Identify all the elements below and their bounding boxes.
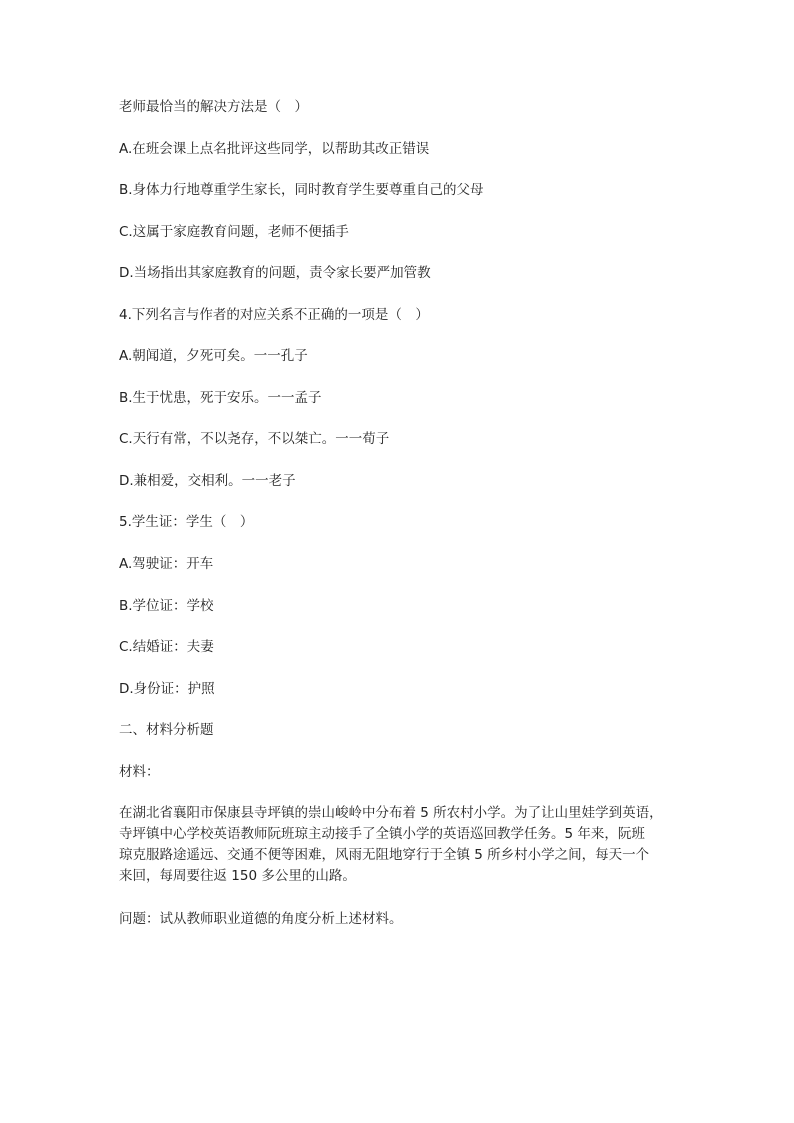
material-line: 来回，每周要往返 150 多公里的山路。: [119, 868, 356, 884]
material-line: 在湖北省襄阳市保康县寺坪镇的崇山峻岭中分布着 5 所农村小学。为了让山里娃学到英语，: [119, 805, 663, 821]
question-4-option-a: A.朝闻道，夕死可矣。一一孔子: [119, 348, 308, 364]
question-3-stem: 老师最恰当的解决方法是（ ）: [119, 99, 308, 115]
question-4-option-d: D.兼相爱，交相利。一一老子: [119, 473, 296, 489]
question-5-stem: 5.学生证：学生（ ）: [119, 514, 254, 530]
material-line: 琼克服路途遥远、交通不便等困难，风雨无阻地穿行于全镇 5 所乡村小学之间，每天一个: [119, 847, 650, 863]
question-4-option-c: C.天行有常，不以尧存，不以桀亡。一一荀子: [119, 431, 390, 447]
question-4-option-b: B.生于忧患，死于安乐。一一孟子: [119, 390, 322, 406]
section-heading: 二、材料分析题: [119, 722, 214, 738]
question-5-option-c: C.结婚证：夫妻: [119, 639, 214, 655]
question-4-stem: 4.下列名言与作者的对应关系不正确的一项是（ ）: [119, 307, 429, 323]
material-line: 寺坪镇中心学校英语教师阮班琼主动接手了全镇小学的英语巡回教学任务。5 年来，阮班: [119, 826, 645, 842]
material-paragraph: [119, 803, 679, 887]
analysis-question: 问题：试从教师职业道德的角度分析上述材料。: [119, 911, 403, 927]
question-3-option-a: A.在班会课上点名批评这些同学，以帮助其改正错误: [119, 141, 430, 157]
material-label: 材料：: [119, 764, 160, 780]
question-3-option-c: C.这属于家庭教育问题，老师不便插手: [119, 224, 349, 240]
question-5-option-a: A.驾驶证：开车: [119, 556, 214, 572]
question-3-option-d: D.当场指出其家庭教育的问题，责令家长要严加管教: [119, 265, 431, 281]
question-5-option-d: D.身份证：护照: [119, 681, 215, 697]
question-5-option-b: B.学位证：学校: [119, 598, 214, 614]
question-3-option-b: B.身体力行地尊重学生家长，同时教育学生要尊重自己的父母: [119, 182, 484, 198]
